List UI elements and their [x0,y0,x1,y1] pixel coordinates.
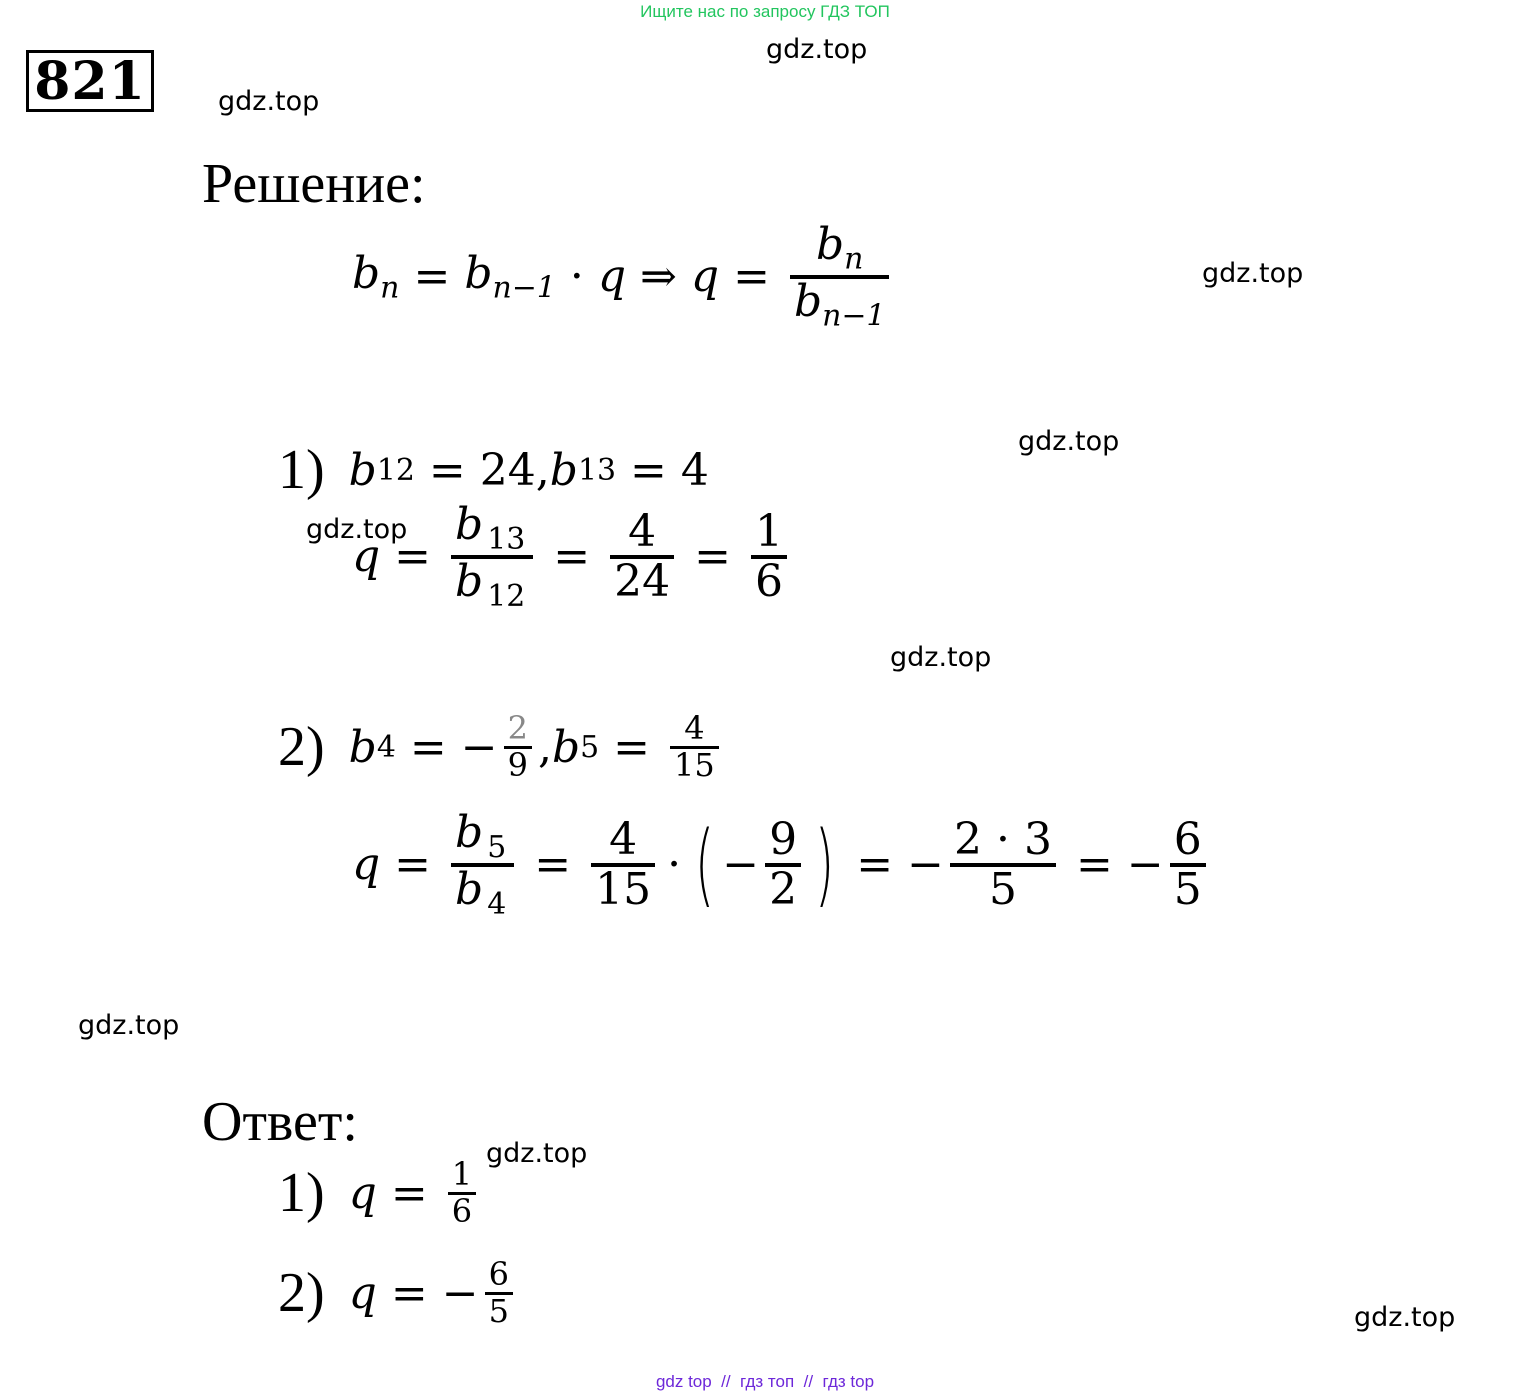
part1-given: 1) b 12 = 24 , b 13 = 4 [278,439,709,501]
part2-given: 2) b 4 = − $\frac{2}{9}$ , b 5 = $\frac{4}{15}$ [278,712,725,782]
answer-heading: Ответ: [202,1091,358,1153]
footer-links: gdz top // гдз топ // гдз top [655,1372,875,1391]
b-n-minus-1: $b_{n-1}$ [464,248,556,306]
problem-number: 821 [26,50,154,112]
top-note: Ищите нас по запросу ГДЗ ТОП [640,2,890,21]
b-n: $b_n$ [352,248,400,306]
watermark: gdz.top [1354,1302,1456,1333]
watermark: gdz.top [486,1138,588,1169]
watermark: gdz.top [1018,426,1120,457]
general-formula: $b_n$ = $b_{n-1}$ · q ⇒ q = $\frac{b_n}{b_{n-1}}$ [352,222,895,332]
watermark: gdz.top [218,86,320,117]
watermark: gdz.top [1202,258,1304,289]
solution-heading: Решение: [202,153,426,215]
answer-2: 2) q = − $\frac{6}{5}$ [278,1258,519,1328]
part1-computation: q = $\frac{b _{13}}{b _{12}}$ = $\frac{4}{24}$ = $\frac{1}{6}$ [352,502,793,612]
answer-1: 1) q = $\frac{1}{6}$ [278,1158,482,1228]
watermark: gdz.top [890,642,992,673]
watermark: gdz.top [78,1010,180,1041]
ratio-fraction: $\frac{b_n}{b_{n-1}}$ [790,222,890,332]
watermark: gdz.top [766,34,868,65]
part2-computation: q = $\frac{b _5}{b _4}$ = $\frac{4}{15}$ · ( − $\frac{9}{2}$ ) = − $\frac{2 \cdot 3}{5}$ = − $\frac{6}{5}$ [352,810,1212,920]
watermark: gdz.top [306,514,408,545]
